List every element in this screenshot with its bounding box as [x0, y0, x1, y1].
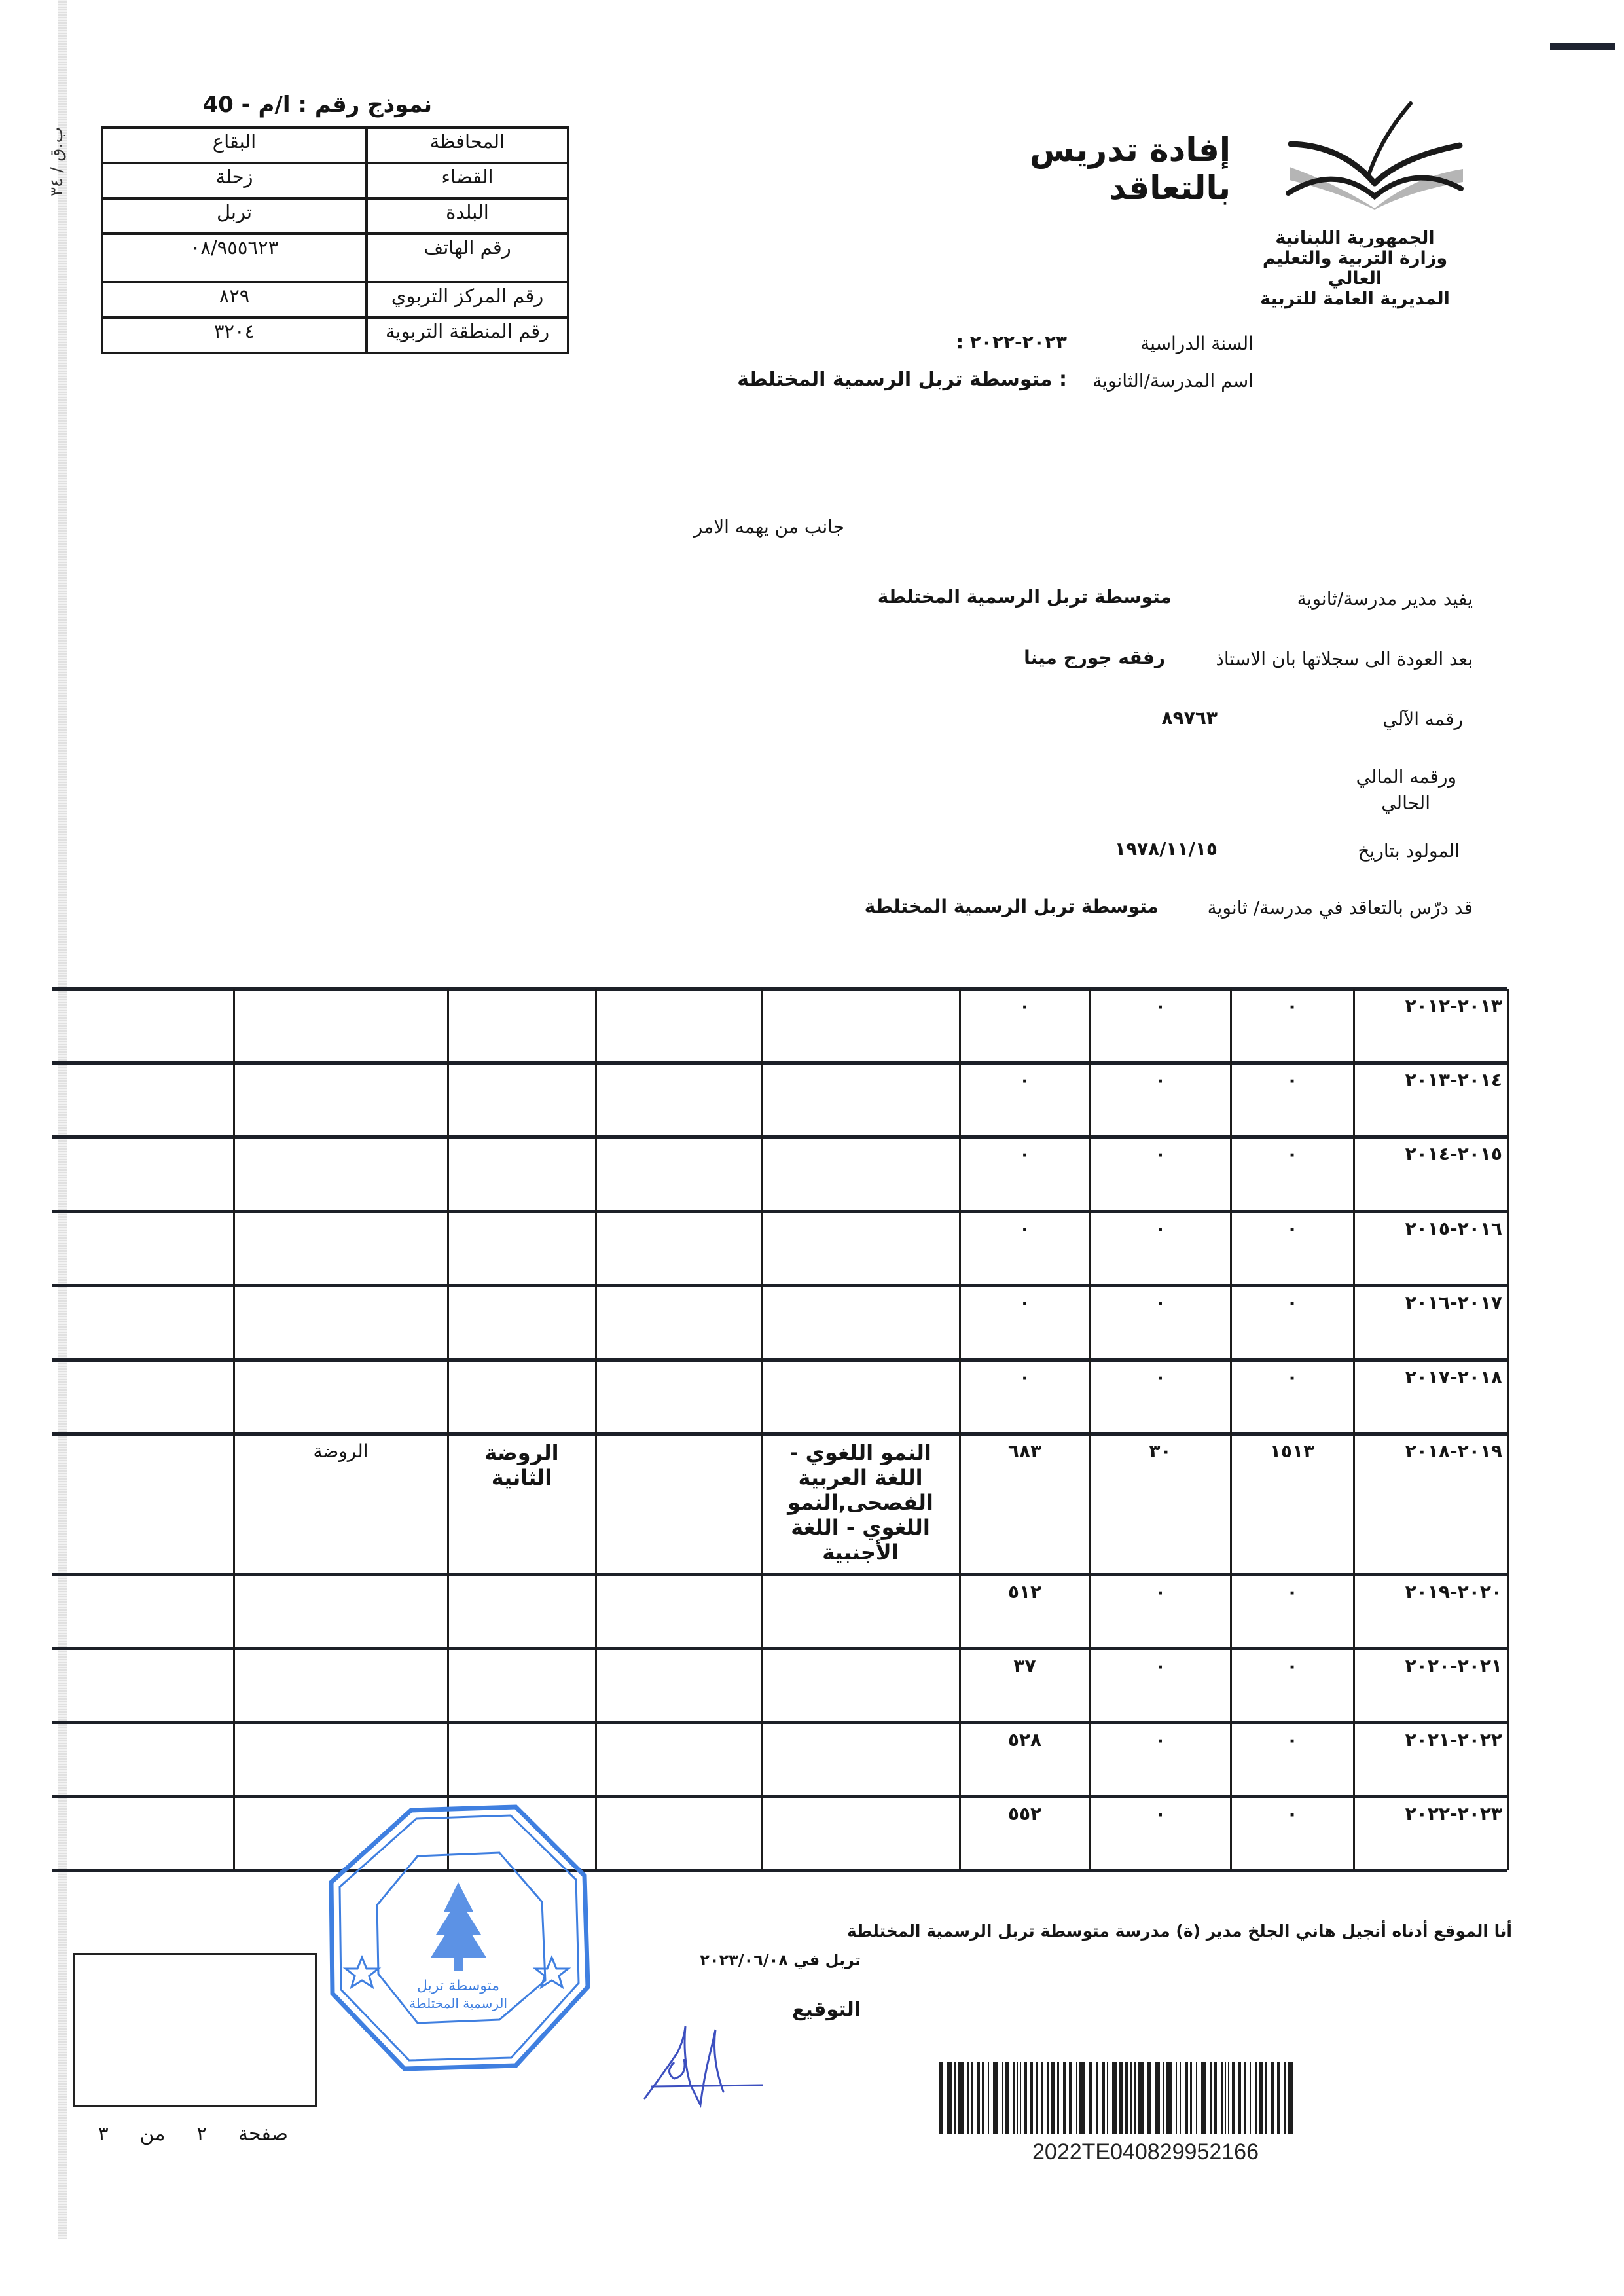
barcode-number: 2022TE040829952166: [1032, 2140, 1259, 2164]
barcode-bar: [958, 2062, 964, 2134]
academic-year-label: السنة الدراسية: [1140, 333, 1254, 354]
table-cell-c3: ٣٠: [1149, 1440, 1172, 1462]
table-cell-c3: ٠: [1154, 1655, 1166, 1677]
handwritten-side-note: ب.ق / ٣٤: [47, 126, 67, 196]
director-school: متوسطة تربل الرسمية المختلطة: [877, 586, 1172, 608]
barcode-bar: [1166, 2062, 1172, 2134]
barcode-bar: [1155, 2062, 1160, 2134]
table-cell-year: ٢٠١٦-٢٠١٥: [1405, 1218, 1502, 1239]
barcode-bar: [1051, 2062, 1055, 2134]
barcode-bar: [1277, 2062, 1280, 2134]
table-cell-class: الروضة الثانية: [484, 1440, 559, 1490]
barcode-bar: [971, 2062, 973, 2134]
info-label: البلدة: [367, 198, 568, 234]
table-row-divider: [52, 1432, 1507, 1436]
barcode-bar: [947, 2062, 952, 2134]
table-row-divider: [52, 1061, 1507, 1065]
barcode-bar: [1030, 2062, 1033, 2134]
barcode-bar: [939, 2062, 943, 2134]
barcode-bar: [1020, 2062, 1021, 2134]
table-cell-cycle: الروضة: [313, 1440, 369, 1462]
info-label: رقم المنطقة التربوية: [367, 318, 568, 353]
table-cell-year: ٢٠٢٢-٢٠٢١: [1405, 1729, 1502, 1751]
table-cell-c3: ٠: [1154, 1803, 1166, 1825]
barcode-bar: [1185, 2062, 1188, 2134]
table-column-divider: [1089, 989, 1091, 1870]
info-label: رقم المركز التربوي: [367, 282, 568, 318]
table-cell-c4: ٣٧: [1013, 1655, 1036, 1677]
table-row-divider: [52, 1795, 1507, 1798]
table-cell-c4: ٥٢٨: [1007, 1729, 1042, 1751]
blank-box: [73, 1953, 317, 2107]
table-row-divider: [52, 1647, 1507, 1650]
table-cell-c2: ٠: [1286, 1729, 1298, 1751]
table-cell-year: ٢٠٢٠-٢٠١٩: [1405, 1581, 1502, 1603]
barcode-bar: [1201, 2062, 1206, 2134]
table-cell-year: ٢٠١٨-٢٠١٧: [1405, 1366, 1502, 1388]
to-whom-it-may-concern: جانب من يهمه الامر: [693, 516, 844, 538]
table-column-divider: [1353, 989, 1355, 1870]
table-cell-c4: ٠: [1019, 995, 1031, 1017]
info-label: رقم الهاتف: [367, 234, 568, 282]
barcode-bar: [1107, 2062, 1108, 2134]
table-cell-c3: ٠: [1154, 1581, 1166, 1603]
logo-line: المديرية العامة للتربية: [1260, 289, 1450, 309]
table-cell-c3: ٠: [1154, 1218, 1166, 1239]
table-cell-year: ٢٠١٩-٢٠١٨: [1405, 1440, 1502, 1462]
info-value: ٠٨/٩٥٥٦٢٣: [102, 234, 367, 282]
auto-number-value: ٨٩٧٦٣: [1161, 707, 1218, 729]
barcode-bar: [1130, 2062, 1132, 2134]
barcode-bar: [1017, 2062, 1018, 2134]
barcode-bar: [1013, 2062, 1015, 2134]
stamp-text: متوسطة تربل: [416, 1978, 500, 1994]
info-row: [102, 163, 568, 198]
barcode-bar: [1134, 2062, 1136, 2134]
auto-number-label: رقمه الآلي: [1382, 708, 1463, 730]
teacher-name: رفقه جورج مينا: [1024, 647, 1165, 668]
table-cell-c2: ٠: [1286, 1655, 1298, 1677]
barcode-bar: [967, 2062, 969, 2134]
table-cell-c4: ٦٨٣: [1007, 1440, 1042, 1462]
barcode-bar: [1232, 2062, 1235, 2134]
table-row-divider: [52, 1284, 1507, 1287]
table-cell-c3: ٠: [1154, 1729, 1166, 1751]
table-cell-year: ٢٠٢١-٢٠٢٠: [1405, 1655, 1502, 1677]
financial-number-label: ورقمه المالي: [1356, 766, 1456, 788]
table-cell-c2: ٠: [1286, 1581, 1298, 1603]
barcode-bar: [1210, 2062, 1212, 2134]
table-column-divider: [447, 989, 449, 1870]
table-cell-c2: ١٥١٣: [1269, 1440, 1315, 1462]
barcode-bar: [1069, 2062, 1072, 2134]
info-value: البقاع: [102, 128, 367, 163]
registration-mark: [1550, 43, 1615, 50]
info-value: زحلة: [102, 163, 367, 198]
table-cell-year: ٢٠٢٣-٢٠٢٢: [1405, 1803, 1502, 1825]
table-cell-subject: النمو اللغوي - اللغة العربية الفصحى,النمو اللغوي - اللغة الأجنبية: [787, 1440, 933, 1565]
barcode-bar: [1102, 2062, 1105, 2134]
info-label: القضاء: [367, 163, 568, 198]
page-current: ٢: [196, 2123, 208, 2145]
table-cell-year: ٢٠١٣-٢٠١٢: [1405, 995, 1502, 1017]
barcode-bar: [1255, 2062, 1257, 2134]
table-cell-year: ٢٠١٤-٢٠١٣: [1405, 1069, 1502, 1091]
table-row-divider: [52, 1358, 1507, 1362]
director-statement: أنا الموقع أدناه أنجيل هاني الجلخ مدير (ة) مدرسة متوسطة تربل الرسمية المختلطة: [846, 1922, 1512, 1941]
barcode-bar: [1076, 2062, 1077, 2134]
page-total: ٣: [98, 2123, 109, 2145]
school-label: اسم المدرسة/الثانوية: [1092, 370, 1254, 392]
barcode-bar: [1228, 2062, 1229, 2134]
table-cell-c4: ٠: [1019, 1366, 1031, 1388]
table-cell-c3: ٠: [1154, 1292, 1166, 1313]
taught-school: متوسطة تربل الرسمية المختلطة: [864, 896, 1159, 917]
table-column-divider: [233, 989, 235, 1870]
ministry-name: [1244, 228, 1466, 309]
barcode-bar: [1284, 2062, 1286, 2134]
table-column-divider: [1507, 989, 1509, 1870]
barcode: [936, 2062, 1296, 2134]
page-of: من: [139, 2123, 166, 2145]
barcode-bar: [1041, 2062, 1043, 2134]
director-label: يفيد مدير مدرسة/ثانوية: [1297, 588, 1473, 610]
teaching-record-table: [52, 989, 1507, 1870]
barcode-bar: [1024, 2062, 1027, 2134]
barcode-bar: [1190, 2062, 1192, 2134]
barcode-bar: [993, 2062, 998, 2134]
stamp-text: الرسمية المختلطة: [408, 1995, 508, 2011]
table-cell-c3: ٠: [1154, 1069, 1166, 1091]
table-column-divider: [761, 989, 763, 1870]
barcode-bar: [1238, 2062, 1241, 2134]
barcode-bar: [1079, 2062, 1085, 2134]
records-label: بعد العودة الى سجلاتها بان الاستاذ: [1216, 648, 1473, 670]
table-row-divider: [52, 1721, 1507, 1724]
table-row-divider: [52, 1210, 1507, 1213]
table-column-divider: [959, 989, 961, 1870]
birth-date-value: ١٩٧٨/١١/١٥: [1114, 838, 1218, 860]
barcode-bar: [988, 2062, 989, 2134]
barcode-bar: [1002, 2062, 1003, 2134]
barcode-bar: [1036, 2062, 1038, 2134]
table-cell-c4: ٠: [1019, 1218, 1031, 1239]
table-cell-c4: ٠: [1019, 1292, 1031, 1313]
barcode-bar: [1138, 2062, 1144, 2134]
logo-line: الجمهورية اللبنانية: [1275, 228, 1435, 248]
barcode-bar: [1057, 2062, 1059, 2134]
table-cell-c2: ٠: [1286, 1292, 1298, 1313]
barcode-bar: [1163, 2062, 1164, 2134]
table-row-divider: [52, 1573, 1507, 1576]
barcode-bar: [1112, 2062, 1117, 2134]
table-row-divider: [52, 1135, 1507, 1139]
table-cell-year: ٢٠١٧-٢٠١٦: [1405, 1292, 1502, 1313]
barcode-bar: [1196, 2062, 1197, 2134]
signature-icon: [638, 2013, 769, 2111]
table-cell-c3: ٠: [1154, 1366, 1166, 1388]
table-row-divider: [52, 1869, 1507, 1872]
barcode-bar: [1147, 2062, 1151, 2134]
table-cell-c4: ٥١٢: [1007, 1581, 1042, 1603]
table-cell-year: ٢٠١٥-٢٠١٤: [1405, 1143, 1502, 1165]
barcode-bar: [1125, 2062, 1128, 2134]
barcode-bar: [1089, 2062, 1092, 2134]
page-label: صفحة: [238, 2123, 288, 2145]
table-cell-c2: ٠: [1286, 995, 1298, 1017]
location-info-table: [101, 126, 569, 354]
table-cell-c2: ٠: [1286, 1218, 1298, 1239]
table-cell-c4: ٥٥٢: [1007, 1803, 1042, 1825]
barcode-bar: [1214, 2062, 1217, 2134]
financial-number-label-current: الحالي: [1381, 792, 1430, 814]
form-number-label: نموذج رقم: [314, 92, 432, 118]
barcode-bar: [1176, 2062, 1177, 2134]
barcode-bar: [1005, 2062, 1009, 2134]
info-value: ٣٢٠٤: [102, 318, 367, 353]
info-row: [102, 282, 568, 318]
barcode-bar: [1265, 2062, 1267, 2134]
barcode-bar: [954, 2062, 956, 2134]
barcode-bar: [1096, 2062, 1098, 2134]
place-and-date: تربل في ٢٠٢٣/٠٦/٠٨: [700, 1951, 861, 1969]
info-row: [102, 318, 568, 353]
table-cell-c3: ٠: [1154, 1143, 1166, 1165]
table-cell-c2: ٠: [1286, 1803, 1298, 1825]
table-cell-c2: ٠: [1286, 1366, 1298, 1388]
table-cell-c4: ٠: [1019, 1069, 1031, 1091]
page-title: إفادة تدريس بالتعاقد: [1029, 131, 1231, 207]
barcode-bar: [1063, 2062, 1066, 2134]
signature-label: التوقيع: [792, 1998, 861, 2021]
info-value: ٨٢٩: [102, 282, 367, 318]
barcode-bar: [1180, 2062, 1181, 2134]
table-cell-c3: ٠: [1154, 995, 1166, 1017]
barcode-bar: [1221, 2062, 1223, 2134]
barcode-bar: [1259, 2062, 1263, 2134]
school-value: : متوسطة تربل الرسمية المختلطة: [737, 368, 1067, 391]
barcode-bar: [1244, 2062, 1246, 2134]
info-label: المحافظة: [367, 128, 568, 163]
table-column-divider: [1230, 989, 1232, 1870]
form-number-value: : ا/م - 40: [202, 92, 307, 118]
info-row: [102, 198, 568, 234]
barcode-bar: [1225, 2062, 1226, 2134]
info-row: [102, 128, 568, 163]
table-column-divider: [595, 989, 597, 1870]
barcode-bar: [982, 2062, 984, 2134]
barcode-bar: [1119, 2062, 1123, 2134]
academic-year-value: : ٢٠٢٣-٢٠٢٢: [956, 331, 1067, 353]
birth-date-label: المولود بتاريخ: [1358, 840, 1460, 862]
barcode-bar: [1288, 2062, 1293, 2134]
table-cell-c2: ٠: [1286, 1069, 1298, 1091]
logo-line: وزارة التربية والتعليم العالي: [1262, 248, 1448, 289]
page-number: [92, 2123, 288, 2145]
barcode-bar: [1250, 2062, 1251, 2134]
barcode-bar: [977, 2062, 980, 2134]
table-row-divider: [52, 987, 1507, 991]
ministry-logo-icon: [1283, 98, 1466, 210]
table-cell-c4: ٠: [1019, 1143, 1031, 1165]
info-row: [102, 234, 568, 282]
taught-label: قد درّس بالتعاقد في مدرسة/ ثانوية: [1207, 897, 1473, 919]
barcode-bar: [1271, 2062, 1274, 2134]
official-stamp-icon: [319, 1797, 598, 2079]
form-number: [196, 92, 432, 118]
info-value: تربل: [102, 198, 367, 234]
table-cell-c2: ٠: [1286, 1143, 1298, 1165]
barcode-bar: [1047, 2062, 1049, 2134]
